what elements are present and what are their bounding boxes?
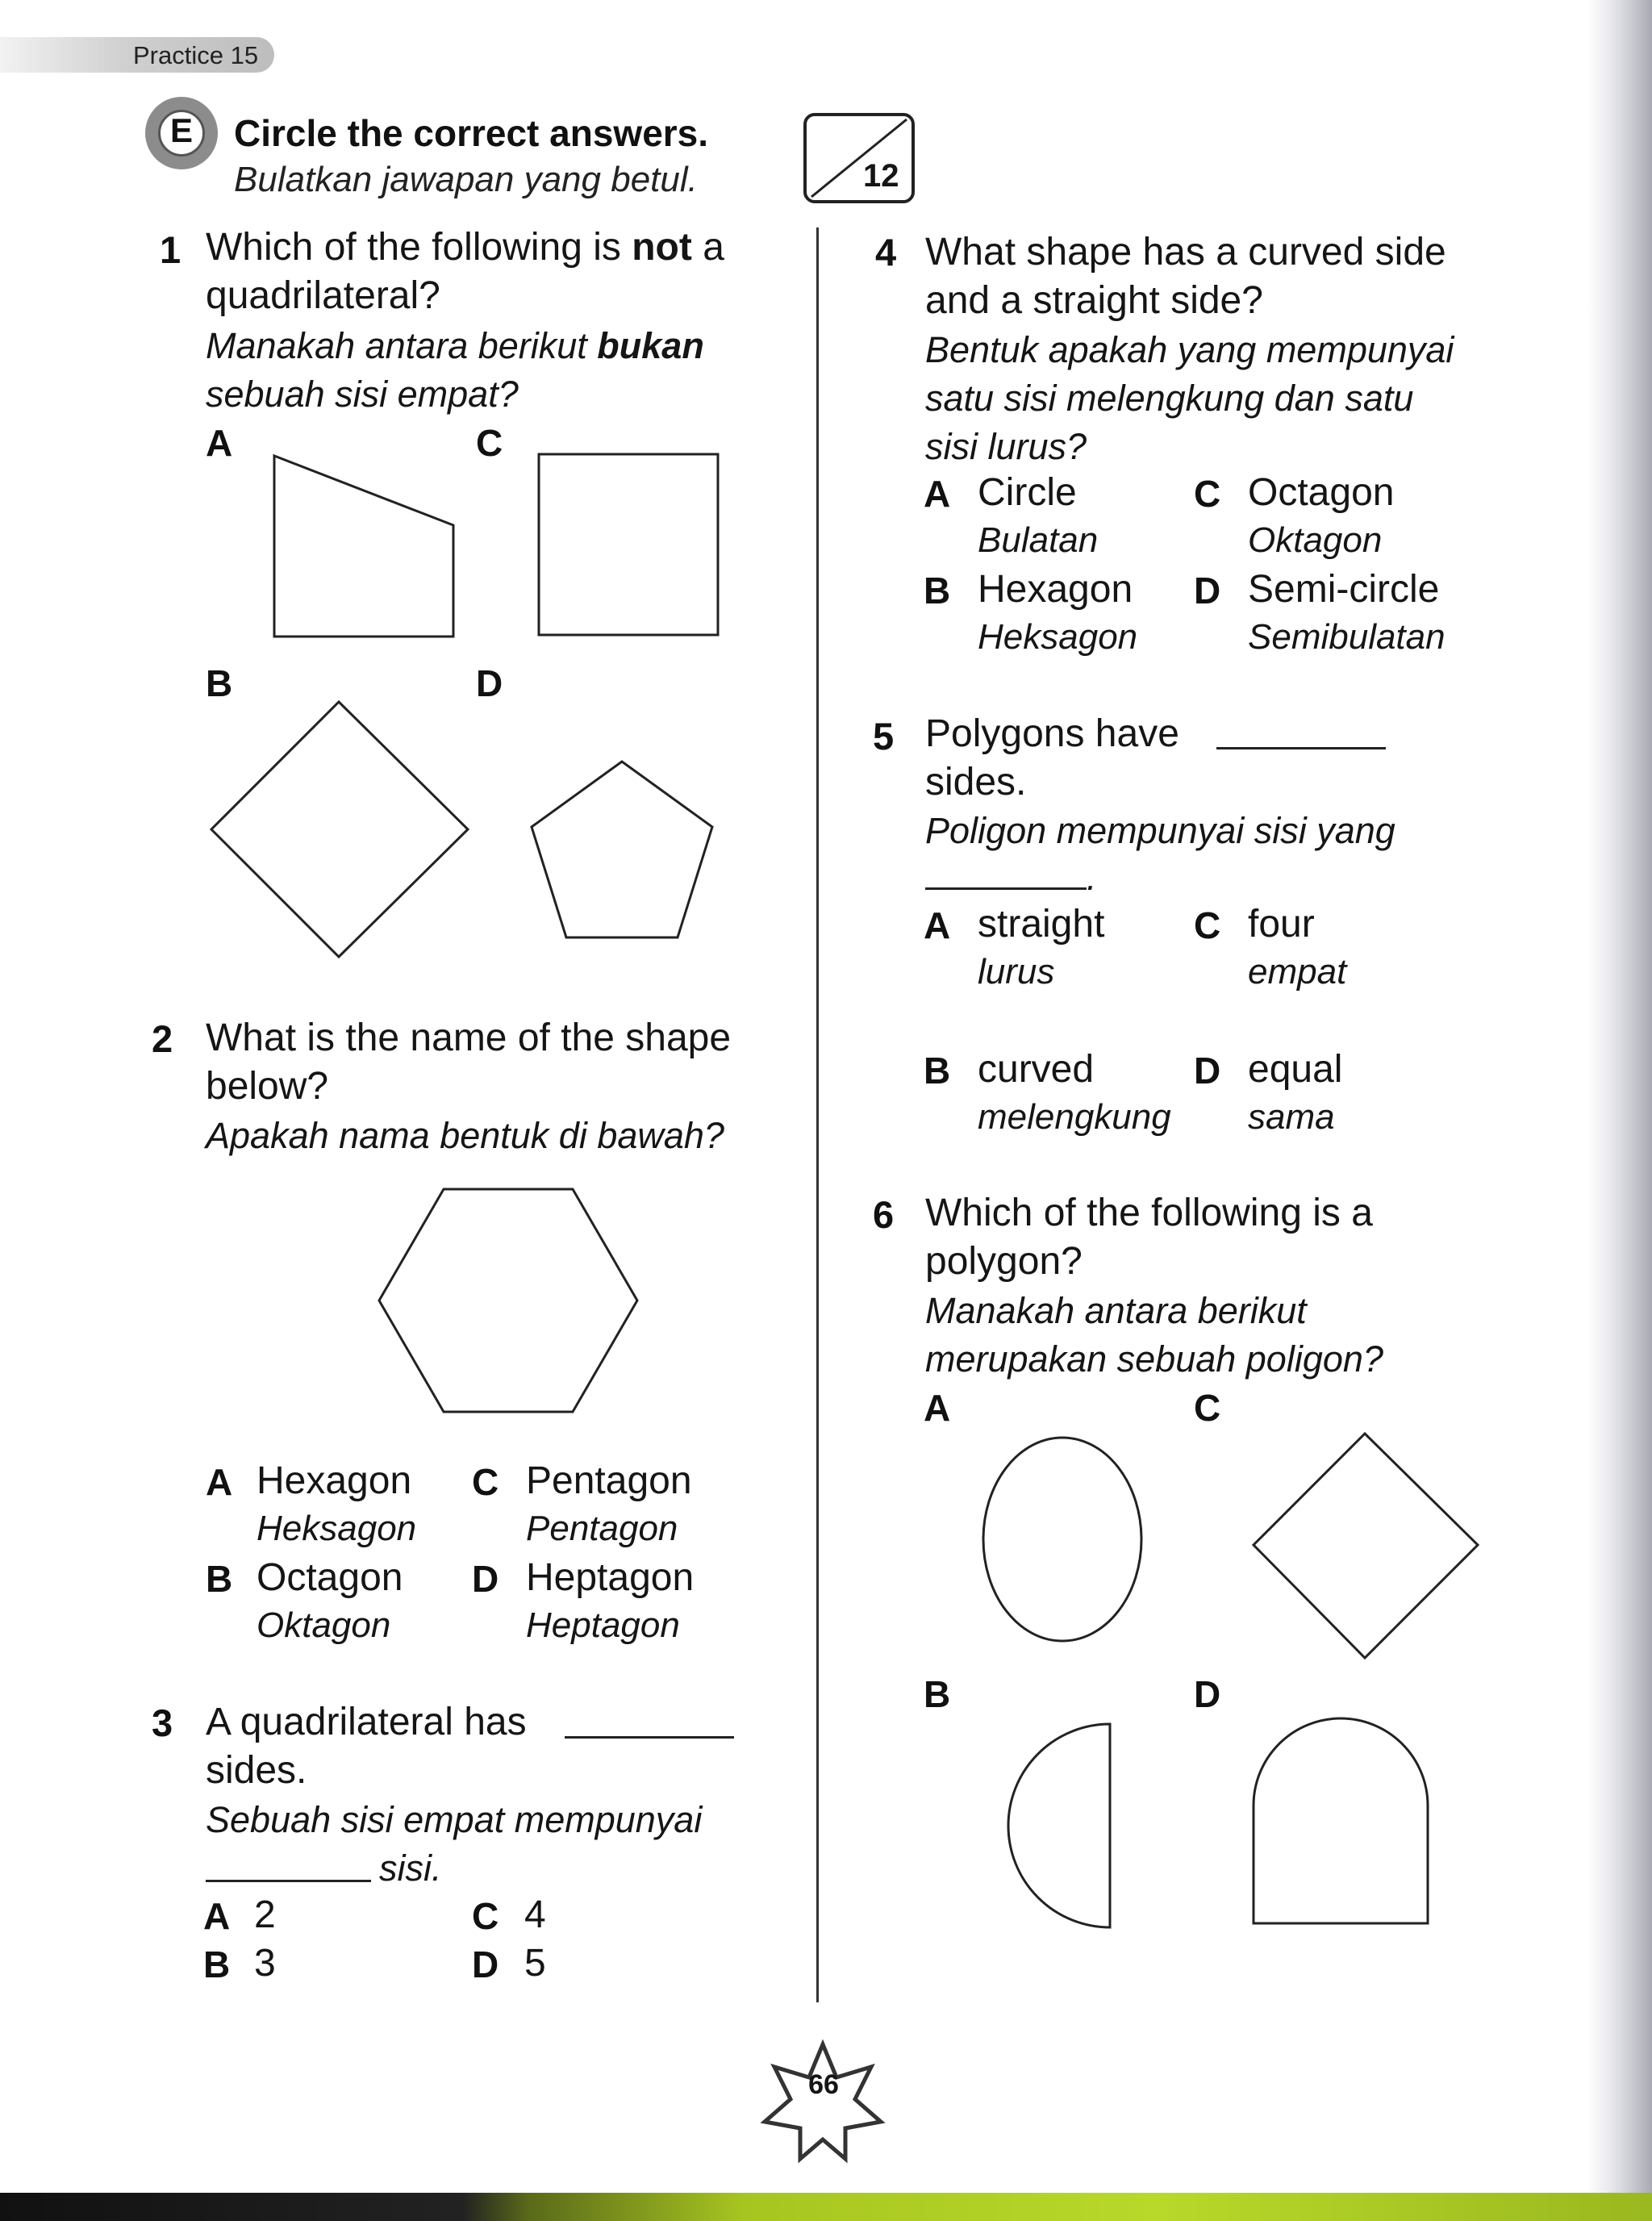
q5-option-a-en[interactable]: straight	[978, 903, 1105, 946]
book-spine-shadow	[1587, 0, 1652, 2221]
instruction-ms: Bulatkan jawapan yang betul.	[234, 160, 698, 199]
q4-option-b-label[interactable]: B	[924, 570, 951, 612]
q4-text-ms-line2: satu sisi melengkung dan satu	[925, 378, 1414, 419]
q3-option-a-value[interactable]: 2	[254, 1893, 276, 1936]
q5-option-c-en[interactable]: four	[1248, 903, 1315, 946]
q2-option-b-en[interactable]: Octagon	[257, 1556, 403, 1599]
q4-option-a-ms: Bulatan	[978, 520, 1099, 560]
q5-option-a-ms: lurus	[978, 952, 1055, 992]
q1-option-c-label[interactable]: C	[476, 422, 503, 464]
q6-option-b-semicircle[interactable]	[976, 1721, 1113, 1931]
q5-option-c-ms: empat	[1248, 952, 1347, 992]
q5-text-en-line2: sides.	[925, 761, 1027, 804]
q4-option-a-en[interactable]: Circle	[978, 471, 1077, 514]
q1-option-a-trapezium[interactable]	[266, 448, 460, 641]
q5-text-ms-end: .	[1087, 857, 1097, 898]
q2-number: 2	[152, 1017, 173, 1060]
q2-option-c-ms: Pentagon	[526, 1509, 678, 1548]
q5-option-d-label[interactable]: D	[1194, 1050, 1221, 1092]
q6-number: 6	[873, 1193, 895, 1236]
q4-option-d-ms: Semibulatan	[1248, 617, 1446, 657]
q3-option-b-value[interactable]: 3	[254, 1942, 276, 1985]
q1-number: 1	[160, 228, 181, 271]
q5-option-a-label[interactable]: A	[924, 904, 951, 946]
q6-option-b-label[interactable]: B	[924, 1673, 951, 1715]
q2-option-b-label[interactable]: B	[206, 1558, 233, 1600]
q3-answer-blank-ms	[206, 1880, 371, 1882]
section-letter: E	[169, 111, 193, 149]
q2-option-b-ms: Oktagon	[257, 1605, 391, 1645]
q2-text-en-line2: below?	[206, 1065, 329, 1108]
q3-text-en-line1: A quadrilateral has	[206, 1701, 527, 1743]
q4-text-en-line2: and a straight side?	[925, 279, 1263, 322]
q1-option-b-rhombus[interactable]	[210, 700, 472, 962]
q6-text-en-line1: Which of the following is a	[925, 1192, 1373, 1234]
q4-option-d-en[interactable]: Semi-circle	[1248, 568, 1440, 611]
q6-option-c-label[interactable]: C	[1194, 1387, 1221, 1429]
q4-number: 4	[875, 231, 897, 273]
q6-text-ms-line2: merupakan sebuah poligon?	[925, 1338, 1383, 1380]
q3-text-ms-line1: Sebuah sisi empat mempunyai	[206, 1799, 703, 1840]
practice-label: Practice 15	[133, 41, 259, 69]
q6-option-d-arch[interactable]	[1250, 1717, 1432, 1927]
q4-option-b-en[interactable]: Hexagon	[978, 568, 1133, 611]
q4-text-ms-line3: sisi lurus?	[925, 426, 1087, 467]
q3-option-b-label[interactable]: B	[203, 1943, 231, 1985]
q5-answer-blank-ms	[925, 887, 1087, 890]
q6-option-a-oval[interactable]	[980, 1434, 1145, 1644]
q2-option-d-en[interactable]: Heptagon	[526, 1556, 695, 1599]
q1-option-a-label[interactable]: A	[206, 422, 233, 464]
q3-number: 3	[152, 1701, 173, 1744]
q1-text-en-line2: quadrilateral?	[206, 274, 440, 317]
q6-option-a-label[interactable]: A	[924, 1387, 951, 1429]
q1-text-en-line1: Which of the following is not a	[206, 226, 724, 269]
q6-text-ms-line1: Manakah antara berikut	[925, 1290, 1307, 1331]
q4-option-c-en[interactable]: Octagon	[1248, 471, 1395, 514]
q1-option-c-square[interactable]	[536, 452, 722, 637]
q4-text-ms-line1: Bentuk apakah yang mempunyai	[925, 329, 1454, 370]
q6-option-c-rhombus[interactable]	[1252, 1432, 1482, 1662]
q2-hexagon-shape	[375, 1186, 641, 1416]
q2-option-d-ms: Heptagon	[526, 1605, 680, 1645]
column-divider	[816, 228, 819, 2002]
q5-option-b-ms: melengkung	[978, 1097, 1171, 1137]
q6-text-en-line2: polygon?	[925, 1240, 1083, 1283]
q6-option-d-label[interactable]: D	[1194, 1673, 1221, 1715]
q3-text-ms-line2: sisi.	[379, 1847, 442, 1889]
q5-option-b-en[interactable]: curved	[978, 1048, 1095, 1091]
bottom-color-bar	[0, 2193, 1652, 2221]
q5-text-ms-line1: Poligon mempunyai sisi yang	[925, 810, 1395, 851]
q5-option-d-en[interactable]: equal	[1248, 1048, 1343, 1091]
q4-text-en-line1: What shape has a curved side	[925, 231, 1446, 273]
q1-text-ms-line1: Manakah antara berikut bukan	[206, 325, 704, 366]
q2-option-a-ms: Heksagon	[257, 1509, 417, 1548]
q4-option-d-label[interactable]: D	[1194, 570, 1221, 612]
q5-answer-blank-en	[1216, 747, 1386, 749]
q3-answer-blank-en	[565, 1736, 734, 1739]
page-number: 66	[808, 2069, 839, 2100]
q2-text-en-line1: What is the name of the shape	[206, 1017, 732, 1059]
q1-option-d-pentagon[interactable]	[528, 758, 715, 946]
q4-option-c-ms: Oktagon	[1248, 520, 1383, 560]
q3-option-c-value[interactable]: 4	[524, 1893, 546, 1936]
q2-option-c-en[interactable]: Pentagon	[526, 1459, 692, 1502]
page-number-star-icon	[758, 2041, 887, 2162]
q3-option-a-label[interactable]: A	[203, 1895, 231, 1937]
q3-text-en-line2: sides.	[206, 1749, 307, 1792]
q1-option-b-label[interactable]: B	[206, 662, 233, 704]
q5-number: 5	[873, 715, 895, 758]
q1-text-ms-line2: sebuah sisi empat?	[206, 374, 519, 415]
q2-option-a-label[interactable]: A	[206, 1461, 233, 1503]
q1-option-d-label[interactable]: D	[476, 662, 503, 704]
q5-option-d-ms: sama	[1248, 1097, 1335, 1137]
q5-option-c-label[interactable]: C	[1194, 904, 1221, 946]
q4-option-b-ms: Heksagon	[978, 617, 1138, 657]
q5-text-en-line1: Polygons have	[925, 712, 1179, 755]
q2-text-ms-line1: Apakah nama bentuk di bawah?	[206, 1115, 724, 1156]
instruction-en: Circle the correct answers.	[234, 112, 709, 154]
q3-option-d-value[interactable]: 5	[524, 1942, 546, 1985]
q4-option-a-label[interactable]: A	[924, 473, 951, 515]
score-total: 12	[863, 158, 899, 194]
q5-option-b-label[interactable]: B	[924, 1050, 951, 1092]
q3-option-d-label[interactable]: D	[472, 1943, 499, 1985]
q2-option-c-label[interactable]: C	[472, 1461, 499, 1503]
q4-option-c-label[interactable]: C	[1194, 473, 1221, 515]
q2-option-a-en[interactable]: Hexagon	[257, 1459, 412, 1502]
q2-option-d-label[interactable]: D	[472, 1558, 499, 1600]
q3-option-c-label[interactable]: C	[472, 1895, 499, 1937]
